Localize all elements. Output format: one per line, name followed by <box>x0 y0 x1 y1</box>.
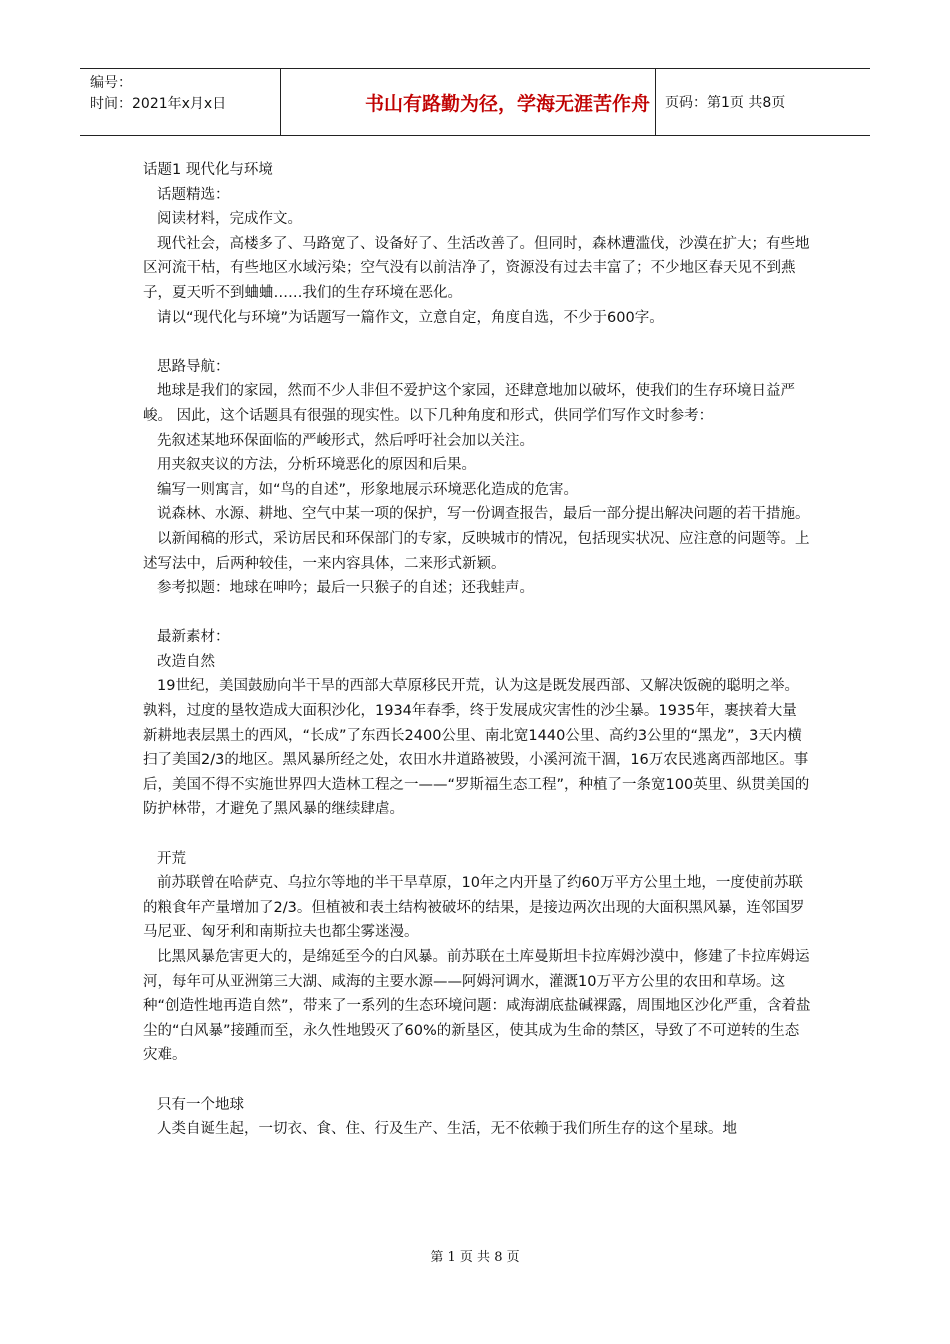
subheading: 改造自然 <box>157 653 215 670</box>
subheading: 开荒 <box>157 850 186 867</box>
topic-title: 话题1 现代化与环境 <box>143 162 273 178</box>
header-page-info: 页码：第1页 共8页 <box>665 95 786 111</box>
spacer <box>143 601 811 626</box>
paragraph: 用夹叙夹议的方法，分析环境恶化的原因和后果。 <box>157 457 476 474</box>
paragraph: 阅读材料，完成作文。 <box>157 211 302 228</box>
document-date: 时间：2021年x月x日 <box>90 96 227 112</box>
document-id-label: 编号： <box>90 75 132 91</box>
section-heading: 思路导航： <box>157 358 230 375</box>
spacer <box>143 1068 811 1093</box>
section-heading: 话题精选： <box>157 186 230 203</box>
paragraph: 请以“现代化与环境”为话题写一篇作文，立意自定，角度自选，不少于600字。 <box>157 309 664 326</box>
paragraph: 19世纪，美国鼓励向半干旱的西部大草原移民开荒，认为这是既发展西部、又解决饭碗的聪明之举。孰料，过度的垦牧造成大面积沙化，1934年春季，终于发展成灾害性的沙尘暴。1935年，裹挟着大量新耕地表层黑土的西风，“长成”了东西长2400公里、南北宽1440公里、高约3公里的“黑龙”，3天内横扫了美国2/3的地区。黑风暴所经之处，农田水井道路被毁，小溪河流干涸，16万农民逃离西部地区。事后，美国不得不实施世界四大造林工程之一——“罗斯福生态工程”，种植了一条宽100英里、纵贯美国的防护林带，才避免了黑风暴的继续肆虐。 <box>143 678 810 818</box>
paragraph: 说森林、水源、耕地、空气中某一项的保护，写一份调查报告，最后一部分提出解决问题的若干措施。 <box>157 506 810 523</box>
paragraph: 人类自诞生起，一切衣、食、住、行及生产、生活，无不依赖于我们所生存的这个星球。地 <box>157 1121 737 1138</box>
paragraph: 以新闻稿的形式，采访居民和环保部门的专家，反映城市的情况，包括现实状况、应注意的问题等。上述写法中，后两种较佳，一来内容具体，二来形式新颖。 <box>143 530 810 572</box>
subheading: 只有一个地球 <box>157 1096 244 1113</box>
header-divider-right <box>655 69 656 135</box>
page-footer: 第 1 页 共 8 页 <box>430 1250 520 1265</box>
spacer <box>143 822 811 847</box>
section-heading: 最新素材： <box>157 629 230 646</box>
paragraph: 地球是我们的家园，然而不少人非但不爱护这个家园，还肆意地加以破坏，使我们的生存环境日益严峻。 因此，这个话题具有很强的现实性。以下几种角度和形式，供同学们写作文时参考： <box>143 383 795 424</box>
paragraph: 先叙述某地环保面临的严峻形式，然后呼吁社会加以关注。 <box>157 432 534 449</box>
header-motto: 书山有路勤为径，学海无涯苦作舟 <box>364 92 650 115</box>
paragraph: 编写一则寓言，如“鸟的自述”，形象地展示环境恶化造成的危害。 <box>157 481 579 498</box>
document-body <box>143 158 811 1142</box>
page-header <box>80 68 870 136</box>
spacer <box>143 330 811 355</box>
paragraph: 现代社会，高楼多了、马路宽了、设备好了、生活改善了。但同时，森林遭滥伐，沙漠在扩大；有些地区河流干枯，有些地区水域污染；空气没有以前洁净了，资源没有过去丰富了；不少地区春天见不到燕子，夏天听不到蛐蛐……我们的生存环境在恶化。 <box>143 235 810 301</box>
paragraph: 前苏联曾在哈萨克、乌拉尔等地的半干旱草原，10年之内开垦了约60万平方公里土地，一度使前苏联的粮食年产量增加了2/3。但植被和表土结构被破坏的结果，是接边两次出现的大面积黑风暴，连邻国罗马尼亚、匈牙利和南斯拉夫也都尘雾迷漫。 <box>143 875 805 941</box>
paragraph: 比黑风暴危害更大的，是绵延至今的白风暴。前苏联在土库曼斯坦卡拉库姆沙漠中，修建了卡拉库姆运河，每年可从亚洲第三大湖、咸海的主要水源——阿姆河调水，灌溉10万平方公里的农田和草场。这种“创造性地再造自然”，带来了一系列的生态环境问题：咸海湖底盐碱裸露，周围地区沙化严重，含着盐尘的“白风暴”接踵而至，永久性地毁灭了60%的新垦区，使其成为生命的禁区，导致了不可逆转的生态灾难。 <box>143 949 811 1064</box>
paragraph: 参考拟题：地球在呻吟；最后一只猴子的自述；还我蛙声。 <box>157 580 534 597</box>
